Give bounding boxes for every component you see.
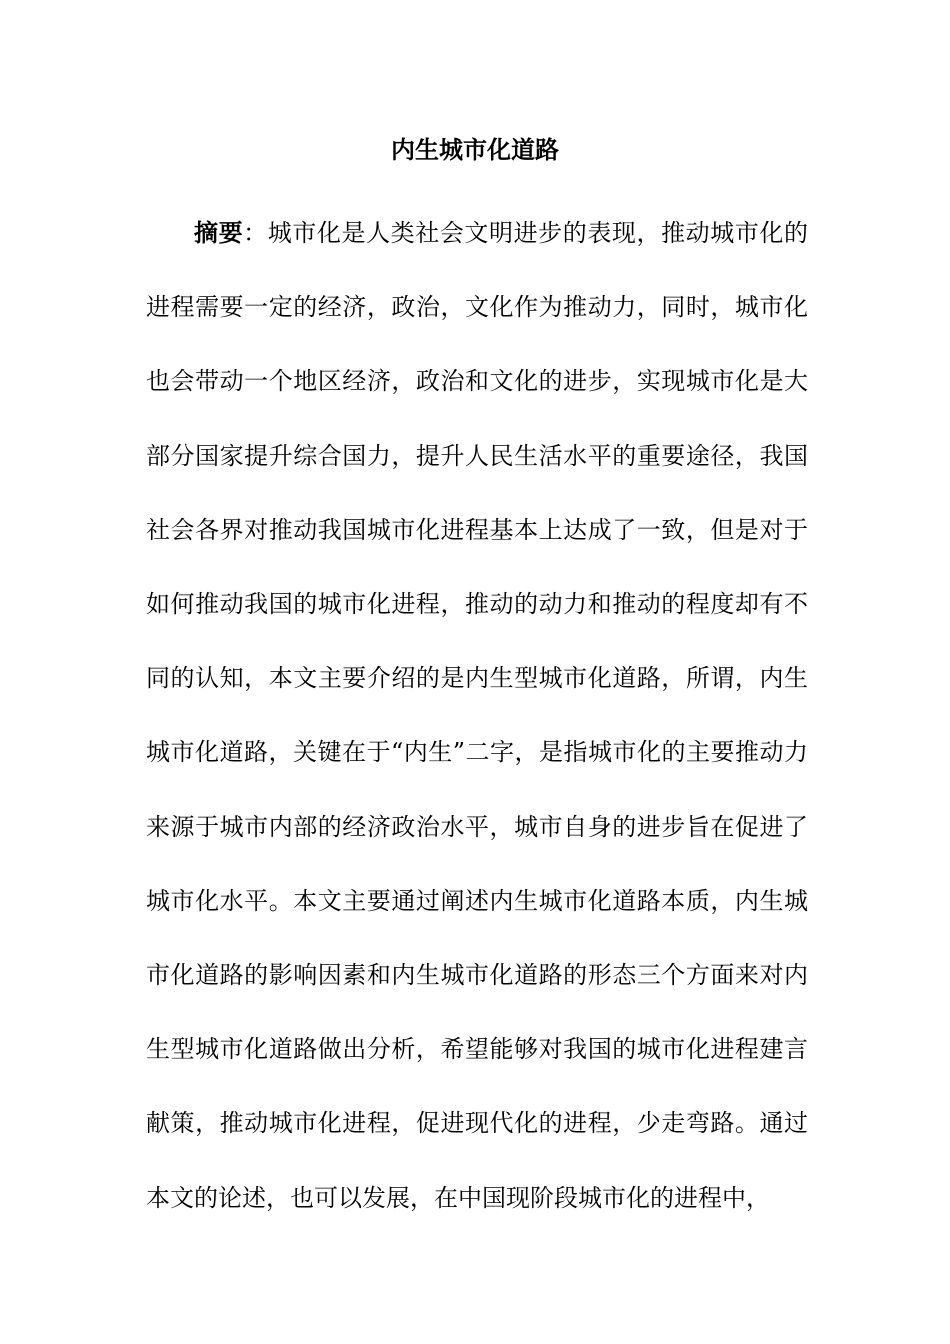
abstract-body: 城市化是人类社会文明进步的表现，推动城市化的进程需要一定的经济，政治，文化作为推动力，同时，城市化也会带动一个地区经济，政治和文化的进步，实现城市化是大部分国家提升综合国力，提升人民生活水平的重要途径，我国社会各界对推动我国城市化进程基本上达成了一致，但是对于如何推动我国的城市化进程，推动的动力和推动的程度却有不同的认知，本文主要介绍的是内生型城市化道路，所谓，内生城市化道路，关键在于“内生”二字，是指城市化的主要推动力来源于城市内部的经济政治水平，城市自身的进步旨在促进了城市化水平。本文主要通过阐述内生城市化道路本质，内生城市化道路的影响因素和内生城市化道路的形态三个方面来对内生型城市化道路做出分析，希望能够对我国的城市化进程建言献策，推动城市化进程，促进现代化的进程，少走弯路。通过本文的论述，也可以发展，在中国现阶段城市化的进程中，: [146, 219, 809, 1212]
document-title: 内生城市化道路: [391, 136, 559, 164]
abstract-paragraph: [146, 196, 808, 1235]
abstract-colon: ：: [243, 219, 268, 247]
abstract-label: 摘要: [194, 219, 244, 247]
